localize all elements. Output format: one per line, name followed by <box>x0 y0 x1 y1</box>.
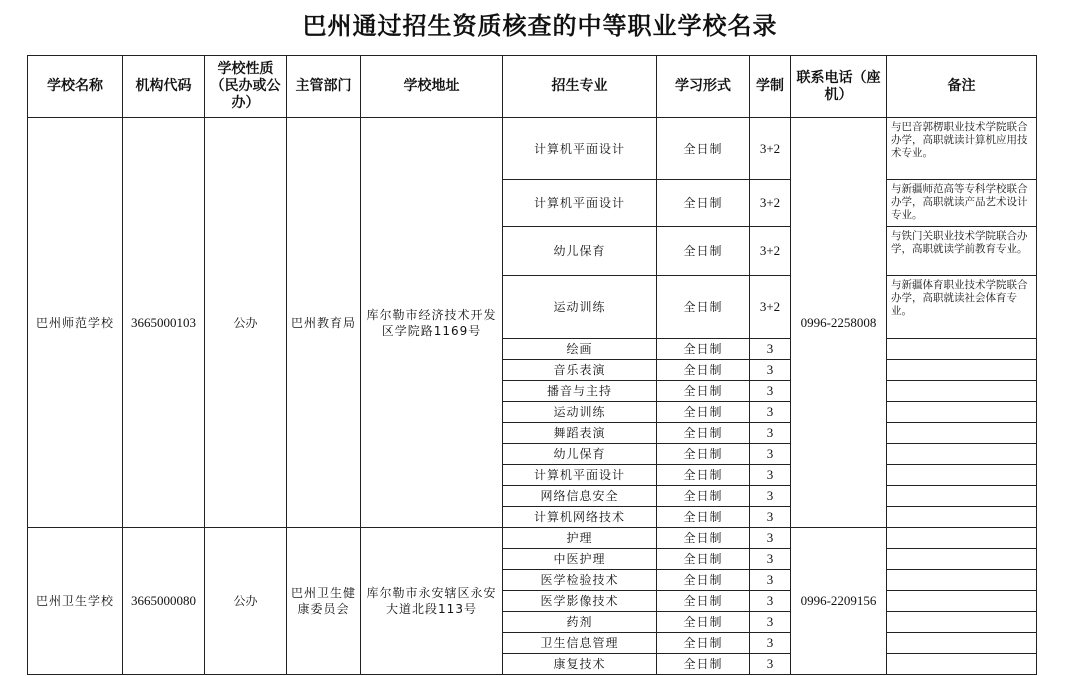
form-cell: 全日制 <box>657 591 750 612</box>
form-cell: 全日制 <box>657 180 750 227</box>
note-cell <box>887 444 1037 465</box>
note-cell <box>887 591 1037 612</box>
form-cell: 全日制 <box>657 570 750 591</box>
header-nature: 学校性质（民办或公办） <box>205 56 287 118</box>
form-cell: 全日制 <box>657 276 750 339</box>
form-cell: 全日制 <box>657 486 750 507</box>
table-row <box>28 118 1037 180</box>
major-cell: 康复技术 <box>503 654 657 675</box>
note-cell <box>887 423 1037 444</box>
note-cell <box>887 654 1037 675</box>
header-row <box>28 56 1037 118</box>
form-cell: 全日制 <box>657 465 750 486</box>
years-cell: 3+2 <box>750 180 791 227</box>
note-cell: 与铁门关职业技术学院联合办学，高职就读学前教育专业。 <box>887 227 1037 276</box>
form-cell: 全日制 <box>657 549 750 570</box>
header-notes: 备注 <box>887 56 1037 118</box>
phone-cell: 0996-2209156 <box>791 528 887 675</box>
note-cell: 与新疆体育职业技术学院联合办学，高职就读社会体育专业。 <box>887 276 1037 339</box>
note-cell <box>887 381 1037 402</box>
header-address: 学校地址 <box>361 56 503 118</box>
form-cell: 全日制 <box>657 507 750 528</box>
header-phone: 联系电话（座机） <box>791 56 887 118</box>
form-cell: 全日制 <box>657 612 750 633</box>
form-cell: 全日制 <box>657 339 750 360</box>
major-cell: 中医护理 <box>503 549 657 570</box>
major-cell: 幼儿保育 <box>503 227 657 276</box>
major-cell: 医学检验技术 <box>503 570 657 591</box>
header-org-code: 机构代码 <box>123 56 205 118</box>
nature-cell: 公办 <box>205 528 287 675</box>
school-name-cell: 巴州卫生学校 <box>28 528 123 675</box>
school-table <box>27 55 1037 675</box>
years-cell: 3 <box>750 528 791 549</box>
major-cell: 计算机网络技术 <box>503 507 657 528</box>
form-cell: 全日制 <box>657 423 750 444</box>
address-cell: 库尔勒市经济技术开发区学院路1169号 <box>361 118 503 528</box>
major-cell: 绘画 <box>503 339 657 360</box>
years-cell: 3 <box>750 570 791 591</box>
header-form: 学习形式 <box>657 56 750 118</box>
note-cell <box>887 486 1037 507</box>
note-cell <box>887 570 1037 591</box>
years-cell: 3 <box>750 444 791 465</box>
years-cell: 3 <box>750 591 791 612</box>
form-cell: 全日制 <box>657 381 750 402</box>
major-cell: 播音与主持 <box>503 381 657 402</box>
header-years: 学制 <box>750 56 791 118</box>
years-cell: 3 <box>750 402 791 423</box>
major-cell: 舞蹈表演 <box>503 423 657 444</box>
major-cell: 网络信息安全 <box>503 486 657 507</box>
years-cell: 3+2 <box>750 276 791 339</box>
major-cell: 计算机平面设计 <box>503 118 657 180</box>
note-cell: 与新疆师范高等专科学校联合办学，高职就读产品艺术设计专业。 <box>887 180 1037 227</box>
years-cell: 3 <box>750 507 791 528</box>
nature-cell: 公办 <box>205 118 287 528</box>
years-cell: 3+2 <box>750 118 791 180</box>
note-cell <box>887 549 1037 570</box>
header-major: 招生专业 <box>503 56 657 118</box>
years-cell: 3 <box>750 465 791 486</box>
note-cell <box>887 465 1037 486</box>
years-cell: 3+2 <box>750 227 791 276</box>
major-cell: 幼儿保育 <box>503 444 657 465</box>
note-cell <box>887 339 1037 360</box>
years-cell: 3 <box>750 360 791 381</box>
phone-cell: 0996-2258008 <box>791 118 887 528</box>
form-cell: 全日制 <box>657 118 750 180</box>
major-cell: 运动训练 <box>503 276 657 339</box>
years-cell: 3 <box>750 633 791 654</box>
form-cell: 全日制 <box>657 402 750 423</box>
major-cell: 卫生信息管理 <box>503 633 657 654</box>
years-cell: 3 <box>750 549 791 570</box>
note-cell <box>887 507 1037 528</box>
page-title: 巴州通过招生资质核查的中等职业学校名录 <box>302 12 778 40</box>
form-cell: 全日制 <box>657 528 750 549</box>
school-name-cell: 巴州师范学校 <box>28 118 123 528</box>
org-code-cell: 3665000103 <box>123 118 205 528</box>
major-cell: 计算机平面设计 <box>503 180 657 227</box>
note-cell: 与巴音郭楞职业技术学院联合办学，高职就读计算机应用技术专业。 <box>887 118 1037 180</box>
form-cell: 全日制 <box>657 633 750 654</box>
major-cell: 音乐表演 <box>503 360 657 381</box>
note-cell <box>887 633 1037 654</box>
years-cell: 3 <box>750 339 791 360</box>
major-cell: 计算机平面设计 <box>503 465 657 486</box>
address-cell: 库尔勒市永安辖区永安大道北段113号 <box>361 528 503 675</box>
dept-cell: 巴州卫生健康委员会 <box>287 528 361 675</box>
note-cell <box>887 360 1037 381</box>
header-school-name: 学校名称 <box>28 56 123 118</box>
years-cell: 3 <box>750 612 791 633</box>
note-cell <box>887 402 1037 423</box>
note-cell <box>887 528 1037 549</box>
major-cell: 护理 <box>503 528 657 549</box>
major-cell: 医学影像技术 <box>503 591 657 612</box>
form-cell: 全日制 <box>657 654 750 675</box>
years-cell: 3 <box>750 381 791 402</box>
years-cell: 3 <box>750 486 791 507</box>
form-cell: 全日制 <box>657 227 750 276</box>
org-code-cell: 3665000080 <box>123 528 205 675</box>
form-cell: 全日制 <box>657 360 750 381</box>
years-cell: 3 <box>750 423 791 444</box>
table-row <box>28 528 1037 549</box>
major-cell: 运动训练 <box>503 402 657 423</box>
major-cell: 药剂 <box>503 612 657 633</box>
dept-cell: 巴州教育局 <box>287 118 361 528</box>
years-cell: 3 <box>750 654 791 675</box>
header-dept: 主管部门 <box>287 56 361 118</box>
note-cell <box>887 612 1037 633</box>
form-cell: 全日制 <box>657 444 750 465</box>
